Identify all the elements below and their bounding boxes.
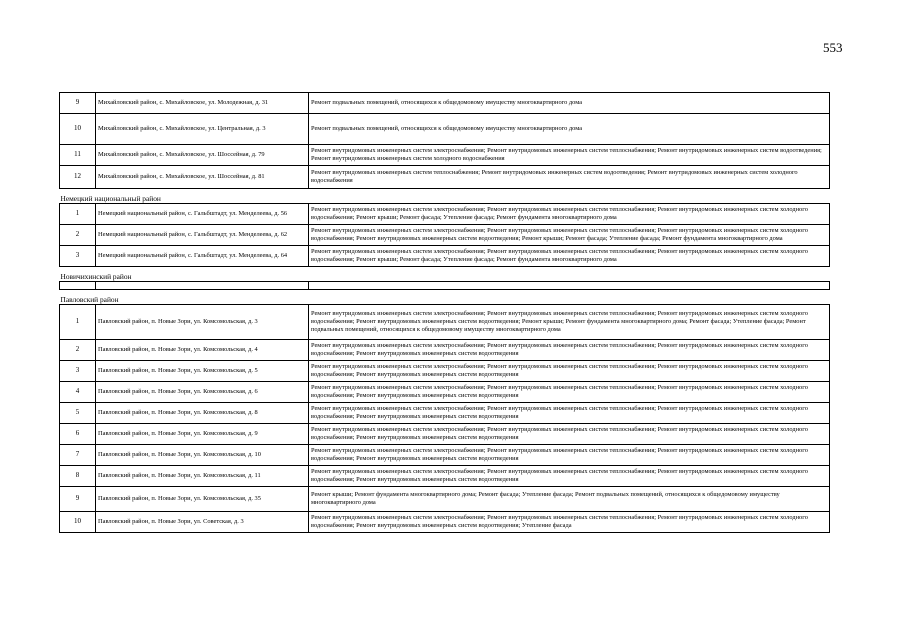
address-cell: Михайловский район, с. Михайловское, ул. Шоссейная, д. 81 [96,166,309,189]
district-section-row [60,290,830,305]
table-row [60,225,830,246]
works-cell: Ремонт внутридомовых инженерных систем электроснабжения; Ремонт внутридомовых инженерных систем теплоснабжения; Ремонт внутридомовых инженерных систем холодного водоснабжения; Ремонт внутридомовых инженерных систем водоотведения [309,466,830,487]
table-row [60,466,830,487]
works-cell: Ремонт внутридомовых инженерных систем электроснабжения; Ремонт внутридомовых инженерных систем теплоснабжения; Ремонт внутридомовых инженерных систем холодного водоснабжения; Ремонт внутридомовых инженерных систем водоотведения [309,445,830,466]
district-section-row [60,189,830,204]
row-number: 7 [60,445,96,466]
address-cell: Павловский район, п. Новые Зори, ул. Комсомольская, д. 3 [96,305,309,340]
works-cell: Ремонт внутридомовых инженерных систем электроснабжения; Ремонт внутридомовых инженерных систем теплоснабжения; Ремонт внутридомовых инженерных систем холодного водоснабжения; Ремонт крыши; Ремонт фасада; Утепление фасада; Ремонт фундамента многоквартирного дома [309,246,830,267]
row-number: 10 [60,114,96,145]
row-number: 3 [60,361,96,382]
table-row [60,361,830,382]
row-number: 10 [60,512,96,533]
table-row [60,382,830,403]
district-name: Павловский район [60,290,830,305]
table-row [60,166,830,189]
works-cell: Ремонт крыши; Ремонт фундамента многоквартирного дома; Ремонт фасада; Утепление фасада; Ремонт подвальных помещений, относящихся к общедомовому имуществу многоквартирного дома [309,487,830,512]
page-number: 553 [823,40,843,55]
table-row [60,512,830,533]
address-cell: Павловский район, п. Новые Зори, ул. Комсомольская, д. 4 [96,340,309,361]
address-cell: Михайловский район, с. Михайловское, ул. Центральная, д. 3 [96,114,309,145]
works-cell: Ремонт внутридомовых инженерных систем электроснабжения; Ремонт внутридомовых инженерных систем теплоснабжения; Ремонт внутридомовых инженерных систем холодного водоснабжения; Ремонт внутридомовых инженерных систем водоотведения [309,361,830,382]
row-number: 2 [60,340,96,361]
address-cell: Павловский район, п. Новые Зори, ул. Комсомольская, д. 11 [96,466,309,487]
address-cell: Павловский район, п. Новые Зори, ул. Комсомольская, д. 5 [96,361,309,382]
table-row [60,204,830,225]
address-cell: Павловский район, п. Новые Зори, ул. Комсомольская, д. 9 [96,424,309,445]
works-cell: Ремонт внутридомовых инженерных систем электроснабжения; Ремонт внутридомовых инженерных систем теплоснабжения; Ремонт внутридомовых инженерных систем холодного водоснабжения; Ремонт внутридомовых инженерных систем водоотведения; Ремонт крыши; Ремонт фундамента многоквартирного дома; Ремонт фасада; Утепление фасада; Ремонт подвальных помещений, относящихся к общедомовому имуществу многоквартирного дома [309,305,830,340]
row-number: 3 [60,246,96,267]
row-number: 9 [60,487,96,512]
address-cell: Павловский район, п. Новые Зори, ул. Комсомольская, д. 35 [96,487,309,512]
row-number: 6 [60,424,96,445]
works-cell: Ремонт внутридомовых инженерных систем электроснабжения; Ремонт внутридомовых инженерных систем теплоснабжения; Ремонт внутридомовых инженерных систем холодного водоснабжения; Ремонт внутридомовых инженерных систем водоотведения; Утепление фасада [309,512,830,533]
row-number: 2 [60,225,96,246]
district-name: Новичихинский район [60,267,830,282]
works-cell: Ремонт внутридомовых инженерных систем теплоснабжения; Ремонт внутридомовых инженерных систем водоотведения; Ремонт внутридомовых инженерных систем холодного водоснабжения [309,166,830,189]
row-number: 12 [60,166,96,189]
empty-cell [96,282,309,290]
address-cell: Михайловский район, с. Михайловское, ул. Шоссейная, д. 79 [96,145,309,166]
works-table-body [60,93,830,533]
row-number: 11 [60,145,96,166]
row-number: 1 [60,204,96,225]
district-section-row [60,267,830,282]
works-cell: Ремонт подвальных помещений, относящихся к общедомовому имуществу многоквартирного дома [309,114,830,145]
table-row [60,145,830,166]
empty-cell [60,282,96,290]
row-number: 5 [60,403,96,424]
address-cell: Немецкий национальный район, с. Гальбштадт, ул. Менделеева, д. 64 [96,246,309,267]
address-cell: Павловский район, п. Новые Зори, ул. Комсомольская, д. 8 [96,403,309,424]
empty-cell [309,282,830,290]
address-cell: Павловский район, п. Новые Зори, ул. Комсомольская, д. 6 [96,382,309,403]
works-table [59,92,830,533]
works-cell: Ремонт внутридомовых инженерных систем электроснабжения; Ремонт внутридомовых инженерных систем теплоснабжения; Ремонт внутридомовых инженерных систем холодного водоснабжения; Ремонт внутридомовых инженерных систем водоотведения [309,424,830,445]
row-number: 8 [60,466,96,487]
table-row [60,340,830,361]
works-cell: Ремонт подвальных помещений, относящихся к общедомовому имуществу многоквартирного дома [309,93,830,114]
address-cell: Павловский район, п. Новые Зори, ул. Комсомольская, д. 10 [96,445,309,466]
works-cell: Ремонт внутридомовых инженерных систем электроснабжения; Ремонт внутридомовых инженерных систем теплоснабжения; Ремонт внутридомовых инженерных систем холодного водоснабжения; Ремонт внутридомовых инженерных систем водоотведения [309,382,830,403]
table-row [60,114,830,145]
works-cell: Ремонт внутридомовых инженерных систем электроснабжения; Ремонт внутридомовых инженерных систем теплоснабжения; Ремонт внутридомовых инженерных систем холодного водоснабжения; Ремонт крыши; Ремонт фасада; Утепление фасада; Ремонт фундамента многоквартирного дома [309,204,830,225]
empty-row [60,282,830,290]
district-name: Немецкий национальный район [60,189,830,204]
table-row [60,424,830,445]
row-number: 9 [60,93,96,114]
table-row [60,403,830,424]
works-cell: Ремонт внутридомовых инженерных систем электроснабжения; Ремонт внутридомовых инженерных систем теплоснабжения; Ремонт внутридомовых инженерных систем холодного водоснабжения; Ремонт внутридомовых инженерных систем водоотведения; Ремонт крыши; Ремонт фасада; Утепление фасада; Ремонт фундамента многоквартирного дома [309,225,830,246]
address-cell: Немецкий национальный район, с. Гальбштадт, ул. Менделеева, д. 56 [96,204,309,225]
table-row [60,487,830,512]
row-number: 1 [60,305,96,340]
works-cell: Ремонт внутридомовых инженерных систем электроснабжения; Ремонт внутридомовых инженерных систем теплоснабжения; Ремонт внутридомовых инженерных систем холодного водоснабжения; Ремонт внутридомовых инженерных систем водоотведения [309,340,830,361]
address-cell: Немецкий национальный район, с. Гальбштадт, ул. Менделеева, д. 62 [96,225,309,246]
address-cell: Михайловский район, с. Михайловское, ул. Молодежная, д. 31 [96,93,309,114]
works-cell: Ремонт внутридомовых инженерных систем электроснабжения; Ремонт внутридомовых инженерных систем теплоснабжения; Ремонт внутридомовых инженерных систем холодного водоснабжения; Ремонт внутридомовых инженерных систем водоотведения [309,403,830,424]
row-number: 4 [60,382,96,403]
table-row [60,445,830,466]
works-cell: Ремонт внутридомовых инженерных систем электроснабжения; Ремонт внутридомовых инженерных систем теплоснабжения; Ремонт внутридомовых инженерных систем водоотведения; Ремонт внутридомовых инженерных систем холодного водоснабжения [309,145,830,166]
table-row [60,93,830,114]
address-cell: Павловский район, п. Новые Зори, ул. Советская, д. 3 [96,512,309,533]
table-row [60,246,830,267]
table-row [60,305,830,340]
